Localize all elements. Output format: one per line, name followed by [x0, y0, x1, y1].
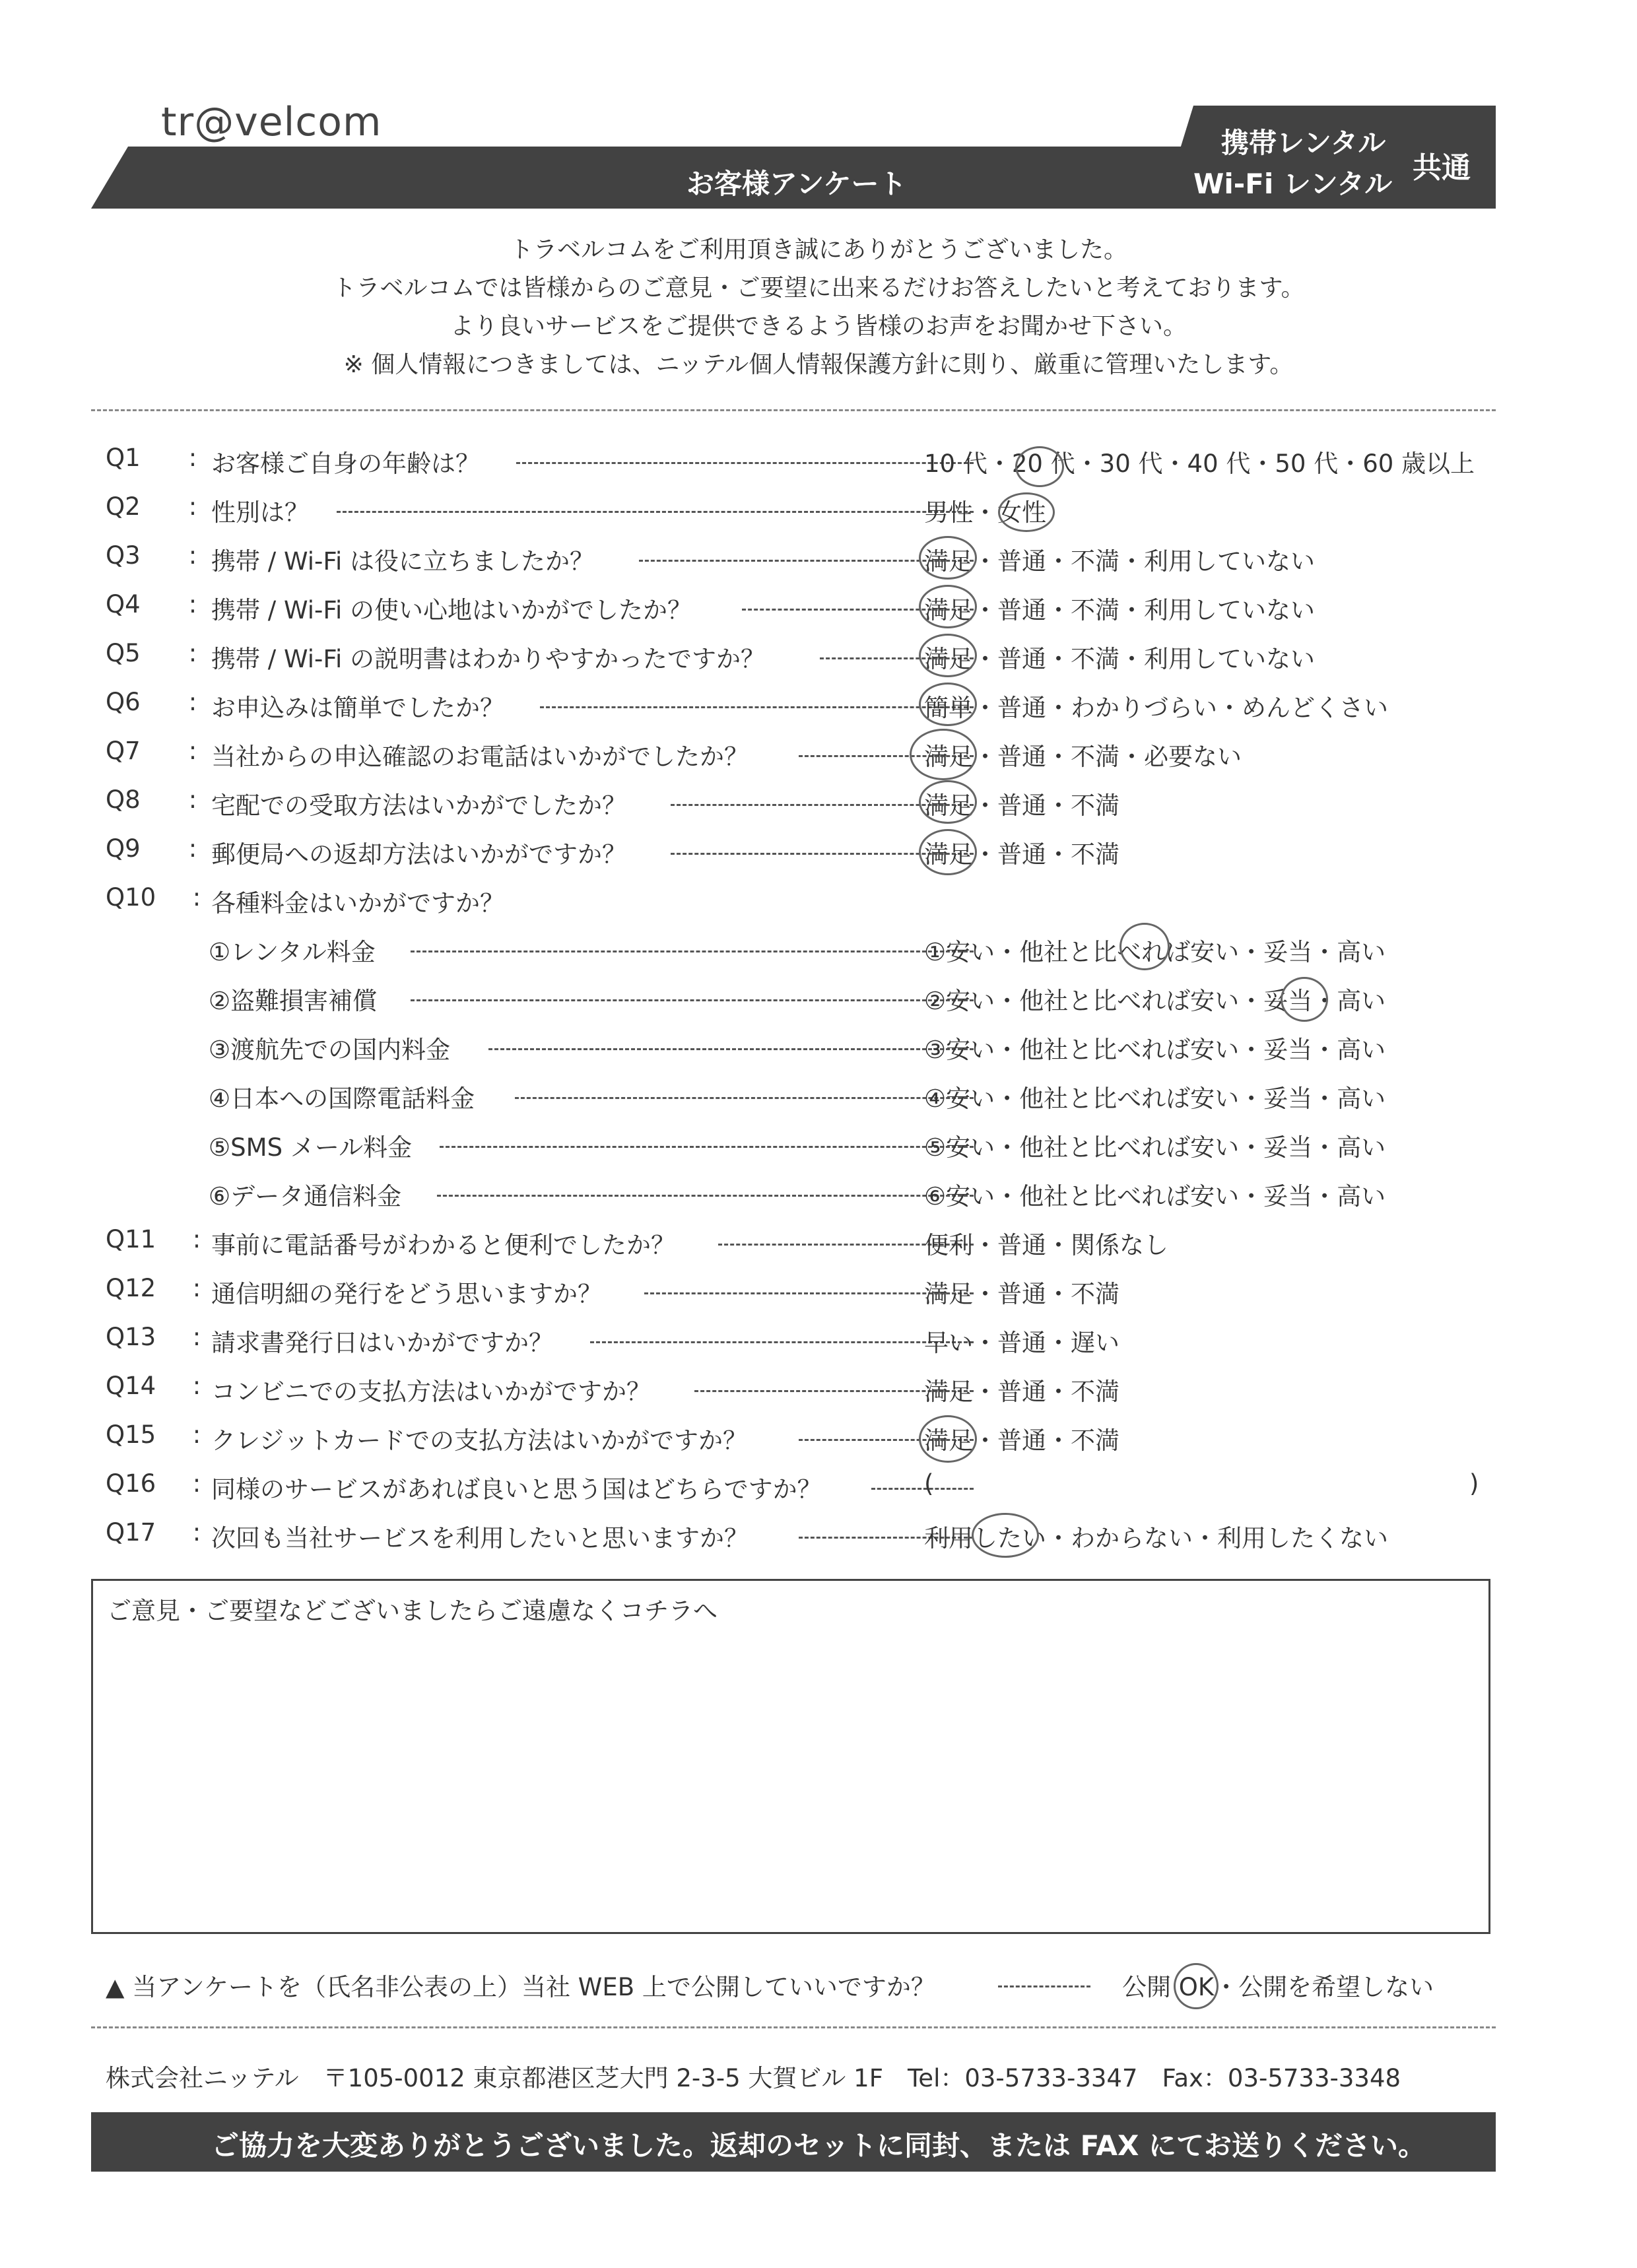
pen-circle-mark	[919, 536, 977, 580]
question-row-q12	[106, 1274, 1498, 1311]
question-row-q6	[106, 688, 1498, 725]
leader-line	[540, 706, 974, 708]
sub-question-row-rental-fee	[106, 932, 1498, 969]
question-text: 携帯 / Wi-Fi の説明書はわかりやすかったですか？	[211, 645, 766, 673]
publish-question: ▲ 当アンケートを（氏名非公表の上）当社 WEB 上で公開していいですか？	[106, 1973, 935, 2001]
sub-question-row-data-fee	[106, 1176, 1498, 1213]
pen-circle-mark	[919, 585, 977, 628]
question-number: Q16	[106, 1469, 156, 1498]
question-number: Q17	[106, 1518, 156, 1547]
question-number: Q9	[106, 834, 141, 863]
answer-options[interactable]: 満足・普通・不満	[924, 1280, 1119, 1308]
leader-line	[437, 1195, 974, 1197]
question-text: 事前に電話番号がわかると便利でしたか？	[211, 1231, 675, 1259]
intro-line-3: より良いサービスをご提供できるよう皆様のお声をお聞かせ下さい。	[450, 313, 1187, 340]
question-text: 各種料金はいかがですか？	[211, 889, 504, 917]
footer-message: ご協力を大変ありがとうございました。返却のセットに同封、または FAX にてお送りください。	[211, 2129, 1426, 2162]
pen-circle-mark	[919, 634, 977, 677]
comment-label: ご意見・ご要望などございましたらご遠慮なくコチラへ	[107, 1597, 718, 1625]
leader-line	[411, 951, 974, 952]
question-colon: :	[192, 1469, 201, 1498]
leader-line	[871, 1488, 974, 1490]
answer-options[interactable]: 10 代・20 代・30 代・40 代・50 代・60 歳以上	[924, 450, 1475, 478]
answer-options[interactable]: 満足・普通・不満・利用していない	[924, 645, 1315, 673]
answer-options[interactable]: 早い・普通・遅い	[924, 1329, 1119, 1357]
question-row-q11	[106, 1225, 1498, 1262]
question-row-q1	[106, 444, 1498, 481]
question-text: 宅配での受取方法はいかがでしたか？	[211, 791, 626, 820]
question-number: Q7	[106, 737, 141, 765]
question-number: Q13	[106, 1323, 156, 1351]
intro-line-2: トラベルコムでは皆様からのご意見・ご要望に出来るだけお答えしたいと考えております。	[332, 275, 1305, 302]
question-colon: :	[188, 737, 197, 765]
leader-line	[337, 511, 974, 513]
question-text: お申込みは簡単でしたか？	[211, 694, 504, 722]
question-colon: :	[192, 1225, 201, 1253]
question-text: 次回も当社サービスを利用したいと思いますか？	[211, 1524, 749, 1552]
question-row-q10	[106, 883, 1498, 920]
question-text: 当社からの申込確認のお電話はいかがでしたか？	[211, 743, 749, 771]
separator	[91, 2026, 1496, 2028]
question-row-q15	[106, 1420, 1498, 1457]
question-row-q4	[106, 590, 1498, 627]
answer-options[interactable]: 満足・普通・不満・利用していない	[924, 547, 1315, 576]
question-colon: :	[188, 785, 197, 814]
leader-line	[440, 1146, 974, 1148]
pen-circle-mark	[1015, 446, 1064, 487]
header-tag-wifi-rental: Wi-Fi レンタル	[1193, 168, 1393, 200]
leader-line	[590, 1341, 974, 1343]
question-number: Q3	[106, 541, 141, 570]
sub-question-row-intl-call-fee	[106, 1079, 1498, 1116]
question-number: Q11	[106, 1225, 156, 1253]
company-address: 株式会社ニッテル 〒105-0012 東京都港区芝大門 2-3-5 大賀ビル 1F Tel：03-5733-3347 Fax：03-5733-3348	[106, 2064, 1401, 2092]
question-colon: :	[188, 639, 197, 667]
answer-options[interactable]: 満足・普通・不満	[924, 840, 1119, 869]
answer-options[interactable]: 満足・普通・不満	[924, 1378, 1119, 1406]
pen-circle-mark	[1281, 977, 1328, 1022]
question-row-q9	[106, 834, 1498, 871]
question-colon: :	[188, 590, 197, 618]
question-colon: :	[188, 492, 197, 521]
answer-options[interactable]: ⑥安い・他社と比べれば安い・妥当・高い	[924, 1182, 1386, 1211]
question-colon: :	[192, 1274, 201, 1302]
question-colon: :	[192, 883, 201, 912]
publish-options[interactable]: 公開 OK・公開を希望しない	[1122, 1973, 1434, 2001]
pen-circle-mark	[910, 729, 977, 780]
answer-paren-open: (	[924, 1469, 934, 1498]
sub-question-text: ②盗難損害補償	[209, 987, 378, 1015]
question-row-q17	[106, 1518, 1498, 1555]
question-row-q5	[106, 639, 1498, 676]
question-text: クレジットカードでの支払方法はいかがですか？	[211, 1426, 747, 1455]
question-number: Q8	[106, 785, 141, 814]
question-colon: :	[192, 1323, 201, 1351]
sub-question-text: ③渡航先での国内料金	[209, 1036, 451, 1064]
question-text: 性別は？	[211, 498, 309, 527]
question-number: Q12	[106, 1274, 156, 1302]
leader-line	[515, 1097, 974, 1099]
leader-line	[488, 1048, 974, 1050]
answer-options[interactable]: ①安い・他社と比べれば安い・妥当・高い	[924, 938, 1386, 966]
separator	[91, 409, 1496, 411]
header-tag-mobile-rental: 携帯レンタル	[1221, 127, 1386, 159]
answer-options[interactable]: ④安い・他社と比べれば安い・妥当・高い	[924, 1084, 1386, 1113]
leader-line	[411, 999, 974, 1001]
question-text: 携帯 / Wi-Fi の使い心地はいかがでしたか？	[211, 596, 692, 624]
sub-question-text: ⑤SMS メール料金	[209, 1133, 413, 1162]
question-number: Q15	[106, 1420, 156, 1449]
pen-circle-mark	[919, 683, 977, 726]
question-row-q14	[106, 1372, 1498, 1409]
header-tag-common: 共通	[1413, 151, 1471, 185]
question-colon: :	[188, 541, 197, 570]
question-text: 郵便局への返却方法はいかがですか？	[211, 840, 626, 869]
question-number: Q2	[106, 492, 141, 521]
pen-circle-mark	[919, 1415, 977, 1463]
answer-options[interactable]: 男性・女性	[924, 498, 1046, 527]
leader-line	[516, 462, 974, 464]
question-row-q13	[106, 1323, 1498, 1360]
pen-circle-mark	[998, 492, 1055, 532]
answer-options[interactable]: 利用したい・わからない・利用したくない	[924, 1524, 1388, 1552]
sub-question-text: ⑥データ通信料金	[209, 1182, 402, 1211]
pen-circle-mark	[972, 1513, 1039, 1558]
answer-options[interactable]: 満足・普通・不満	[924, 791, 1119, 820]
question-text: コンビニでの支払方法はいかがですか？	[211, 1378, 651, 1406]
pen-circle-mark	[919, 829, 977, 875]
question-number: Q4	[106, 590, 141, 618]
intro-privacy-note: ※ 個人情報につきましては、ニッテル個人情報保護方針に則り、厳重に管理いたします。	[343, 351, 1294, 378]
question-colon: :	[192, 1518, 201, 1547]
answer-options[interactable]: 簡単・普通・わかりづらい・めんどくさい	[924, 694, 1388, 722]
sub-question-text: ④日本への国際電話料金	[209, 1084, 475, 1113]
answer-paren-close: )	[1469, 1469, 1479, 1498]
intro-line-1: トラベルコムをご利用頂き誠にありがとうございました。	[509, 236, 1127, 263]
question-text: 携帯 / Wi-Fi は役に立ちましたか？	[211, 547, 595, 576]
sub-question-row-sms-fee	[106, 1127, 1498, 1164]
answer-options[interactable]: 便利・普通・関係なし	[924, 1231, 1168, 1259]
question-text: 同様のサービスがあれば良いと思う国はどちらですか？	[211, 1475, 822, 1504]
sub-question-row-local-fee	[106, 1030, 1498, 1067]
question-colon: :	[188, 834, 197, 863]
question-colon: :	[188, 444, 197, 472]
question-text: お客様ご自身の年齢は？	[211, 450, 480, 478]
survey-title: お客様アンケート	[686, 168, 907, 200]
question-number: Q10	[106, 883, 156, 912]
question-number: Q6	[106, 688, 141, 716]
leader-line	[998, 1985, 1090, 1987]
question-row-q8	[106, 785, 1498, 822]
comment-textarea[interactable]	[91, 1579, 1490, 1934]
question-row-q16	[106, 1469, 1498, 1506]
question-row-q7	[106, 737, 1498, 774]
question-row-q2	[106, 492, 1498, 529]
answer-options[interactable]: ②安い・他社と比べれば安い・妥当・高い	[924, 987, 1386, 1015]
question-text: 請求書発行日はいかがですか？	[211, 1329, 553, 1357]
question-colon: :	[192, 1372, 201, 1400]
question-colon: :	[192, 1420, 201, 1449]
question-number: Q1	[106, 444, 141, 472]
question-number: Q5	[106, 639, 141, 667]
answer-options[interactable]: ⑤安い・他社と比べれば安い・妥当・高い	[924, 1133, 1386, 1162]
answer-options[interactable]: 満足・普通・不満	[924, 1426, 1119, 1455]
pen-circle-mark	[919, 780, 977, 824]
sub-question-text: ①レンタル料金	[209, 938, 376, 966]
answer-options[interactable]: ③安い・他社と比べれば安い・妥当・高い	[924, 1036, 1386, 1064]
answer-options[interactable]: 満足・普通・不満・利用していない	[924, 596, 1315, 624]
pen-circle-mark	[1119, 923, 1170, 970]
travelcom-logo: tr@velcom	[161, 99, 382, 145]
question-text: 通信明細の発行をどう思いますか？	[211, 1280, 602, 1308]
question-row-q3	[106, 541, 1498, 578]
question-number: Q14	[106, 1372, 156, 1400]
question-colon: :	[188, 688, 197, 716]
answer-options[interactable]: 満足・普通・不満・必要ない	[924, 743, 1242, 771]
